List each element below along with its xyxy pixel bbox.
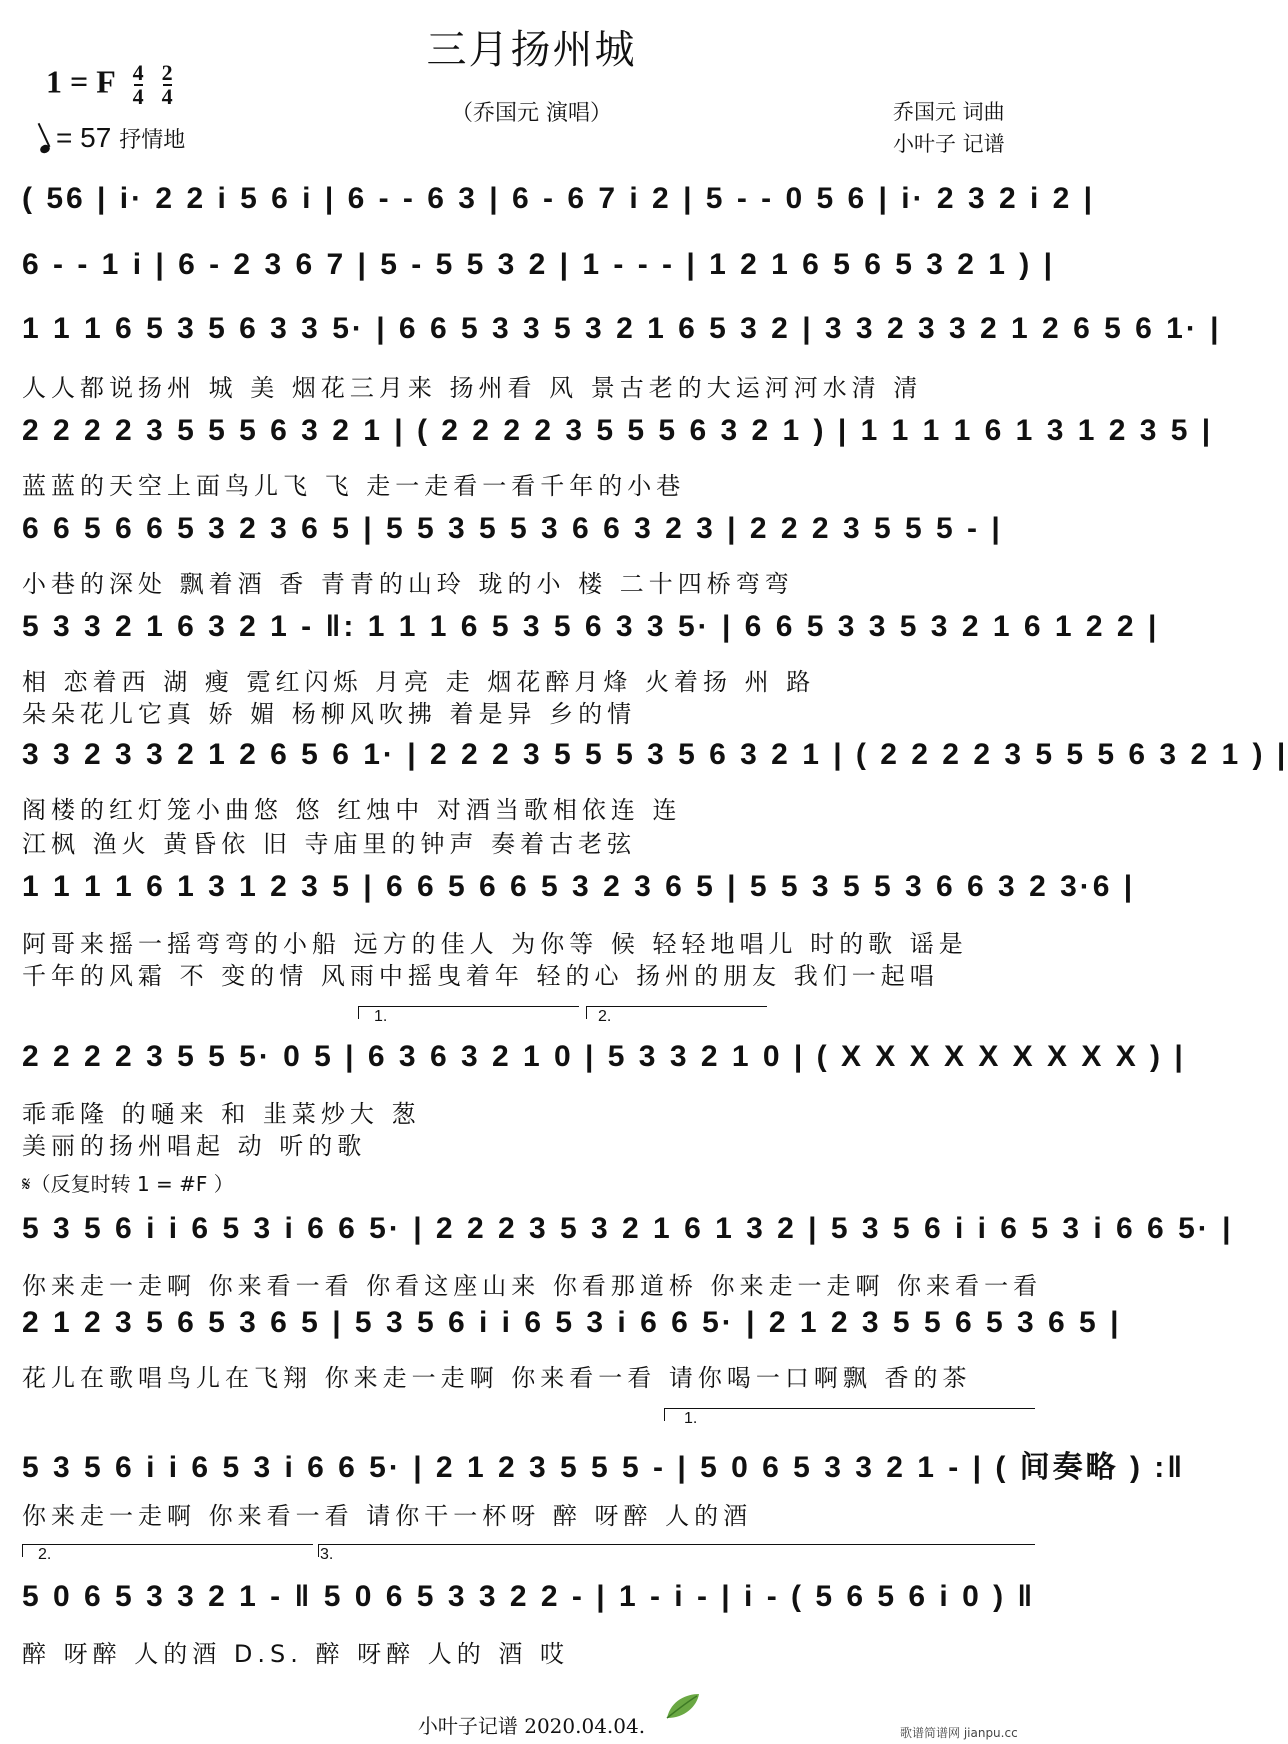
key-label: 1 = F xyxy=(46,63,115,100)
tempo-value: = 57 xyxy=(56,122,112,153)
notation-line: 5 3 3 2 1 6 3 2 1 - ‖: 1 1 1 6 5 3 5 6 3 3 5· | 6 6 5 3 3 5 3 2 1 6 1 2 2 | xyxy=(22,610,1160,643)
lyric-line: 江枫 渔火 黄昏依 旧 寺庙里的钟声 奏着古老弦 xyxy=(22,830,637,858)
lyric-line: 阁楼的红灯笼小曲悠 悠 红烛中 对酒当歌相依连 连 xyxy=(22,796,682,824)
tempo-marking xyxy=(40,122,185,154)
volta-number: 1. xyxy=(684,1410,698,1427)
quarter-note-icon xyxy=(39,143,51,154)
lyric-line: 朵朵花儿它真 娇 媚 杨柳风吹拂 着是异 乡的情 xyxy=(22,700,637,728)
volta-number: 2. xyxy=(598,1008,612,1025)
notation-line: 1 1 1 1 6 1 3 1 2 3 5 | 6 6 5 6 6 5 3 2 3 6 5 | 5 5 3 5 5 3 6 6 3 2 3·6 | xyxy=(22,870,1136,903)
lyric-line: 美丽的扬州唱起 动 听的歌 xyxy=(22,1132,367,1160)
time-sig-bottom: 4 xyxy=(132,84,144,109)
notation-line: 5 3 5 6 i i 6 5 3 i 6 6 5· | 2 1 2 3 5 5 5 - | 5 0 6 5 3 3 2 1 - | ( 间奏略 ) :‖ xyxy=(22,1451,1186,1484)
lyric-line: 阿哥来摇一摇弯弯的小船 远方的佳人 为你等 候 轻轻地唱儿 时的歌 谣是 xyxy=(22,930,968,958)
time-sig-bottom: 4 xyxy=(161,84,173,109)
singer-credit: （乔国元 演唱） xyxy=(451,101,612,126)
volta-number: 1. xyxy=(374,1008,388,1025)
volta-number: 2. xyxy=(38,1546,52,1563)
time-signature-4-4 xyxy=(133,62,144,108)
volta-bracket xyxy=(22,1544,313,1557)
notation-line: 2 1 2 3 5 6 5 3 6 5 | 5 3 5 6 i i 6 5 3 i 6 6 5· | 2 1 2 3 5 5 6 5 3 6 5 | xyxy=(22,1306,1122,1339)
time-sig-top: 2 xyxy=(161,60,173,85)
composer-credit: 乔国元 词曲 xyxy=(893,100,1005,124)
lyric-line: 乖乖隆 的嗵来 和 韭菜炒大 葱 xyxy=(22,1100,421,1128)
song-title: 三月扬州城 xyxy=(426,27,637,73)
transcriber-credit: 小叶子 记谱 xyxy=(893,132,1005,156)
lyric-line: 人人都说扬州 城 美 烟花三月来 扬州看 风 景古老的大运河河水清 清 xyxy=(22,374,923,402)
mood-marking: 抒情地 xyxy=(119,128,186,153)
volta-bracket xyxy=(664,1408,1035,1421)
lyric-line: 蓝蓝的天空上面鸟儿飞 飞 走一走看一看千年的小巷 xyxy=(22,472,686,500)
lyric-line: 花儿在歌唱鸟儿在飞翔 你来走一走啊 你来看一看 请你喝一口啊飘 香的茶 xyxy=(22,1364,972,1392)
lyric-line: 醉 呀醉 人的酒 D.S. 醉 呀醉 人的 酒 哎 xyxy=(22,1640,570,1668)
lyric-line: 相 恋着西 湖 瘦 霓红闪烁 月亮 走 烟花醉月烽 火着扬 州 路 xyxy=(22,668,816,696)
volta-bracket xyxy=(318,1544,1035,1557)
segno-modulation-note: 𝄋（反复时转 1 = #F ） xyxy=(22,1172,234,1196)
notation-line: ( 56 | i· 2 2 i 5 6 i | 6 - - 6 3 | 6 - 6 7 i 2 | 5 - - 0 5 6 | i· 2 3 2 i 2 | xyxy=(22,182,1096,215)
time-signature-2-4 xyxy=(162,62,173,108)
notation-line: 5 3 5 6 i i 6 5 3 i 6 6 5· | 2 2 2 3 5 3 2 1 6 1 3 2 | 5 3 5 6 i i 6 5 3 i 6 6 5· | xyxy=(22,1212,1234,1245)
lyric-line: 千年的风霜 不 变的情 风雨中摇曳着年 轻的心 扬州的朋友 我们一起唱 xyxy=(22,962,939,990)
site-watermark: 歌谱简谱网 jianpu.cc xyxy=(900,1726,1018,1740)
notation-line: 6 6 5 6 6 5 3 2 3 6 5 | 5 5 3 5 5 3 6 6 3 2 3 | 2 2 2 3 5 5 5 - | xyxy=(22,512,1003,545)
notation-line: 6 - - 1 i | 6 - 2 3 6 7 | 5 - 5 5 3 2 | 1 - - - | 1 2 1 6 5 6 5 3 2 1 ) | xyxy=(22,248,1056,281)
notation-line: 2 2 2 2 3 5 5 5 6 3 2 1 | ( 2 2 2 2 3 5 5 5 6 3 2 1 ) | 1 1 1 1 6 1 3 1 2 3 5 | xyxy=(22,414,1214,447)
volta-number: 3. xyxy=(320,1546,334,1563)
notation-line: 5 0 6 5 3 3 2 1 - ‖ 5 0 6 5 3 3 2 2 - | 1 - i - | i - ( 5 6 5 6 i 0 ) ‖ xyxy=(22,1580,1036,1613)
notation-line: 3 3 2 3 3 2 1 2 6 5 6 1· | 2 2 2 3 5 5 5 3 5 6 3 2 1 | ( 2 2 2 2 3 5 5 5 6 3 2 1 ) | xyxy=(22,738,1288,771)
key-signature xyxy=(46,62,173,108)
leaf-icon xyxy=(663,1690,703,1722)
volta-bracket xyxy=(358,1006,579,1019)
transcription-footer: 小叶子记谱 2020.04.04. xyxy=(417,1714,646,1738)
lyric-line: 你来走一走啊 你来看一看 你看这座山来 你看那道桥 你来走一走啊 你来看一看 xyxy=(22,1272,1043,1300)
lyric-line: 你来走一走啊 你来看一看 请你干一杯呀 醉 呀醉 人的酒 xyxy=(22,1502,753,1530)
notation-line: 2 2 2 2 3 5 5 5· 0 5 | 6 3 6 3 2 1 0 | 5 3 3 2 1 0 | ( X X X X X X X X X ) | xyxy=(22,1040,1186,1073)
time-sig-top: 4 xyxy=(132,60,144,85)
notation-line: 1 1 1 6 5 3 5 6 3 3 5· | 6 6 5 3 3 5 3 2 1 6 5 3 2 | 3 3 2 3 3 2 1 2 6 5 6 1· | xyxy=(22,312,1222,345)
lyric-line: 小巷的深处 飘着酒 香 青青的山玲 珑的小 楼 二十四桥弯弯 xyxy=(22,570,794,598)
volta-bracket xyxy=(586,1006,767,1019)
